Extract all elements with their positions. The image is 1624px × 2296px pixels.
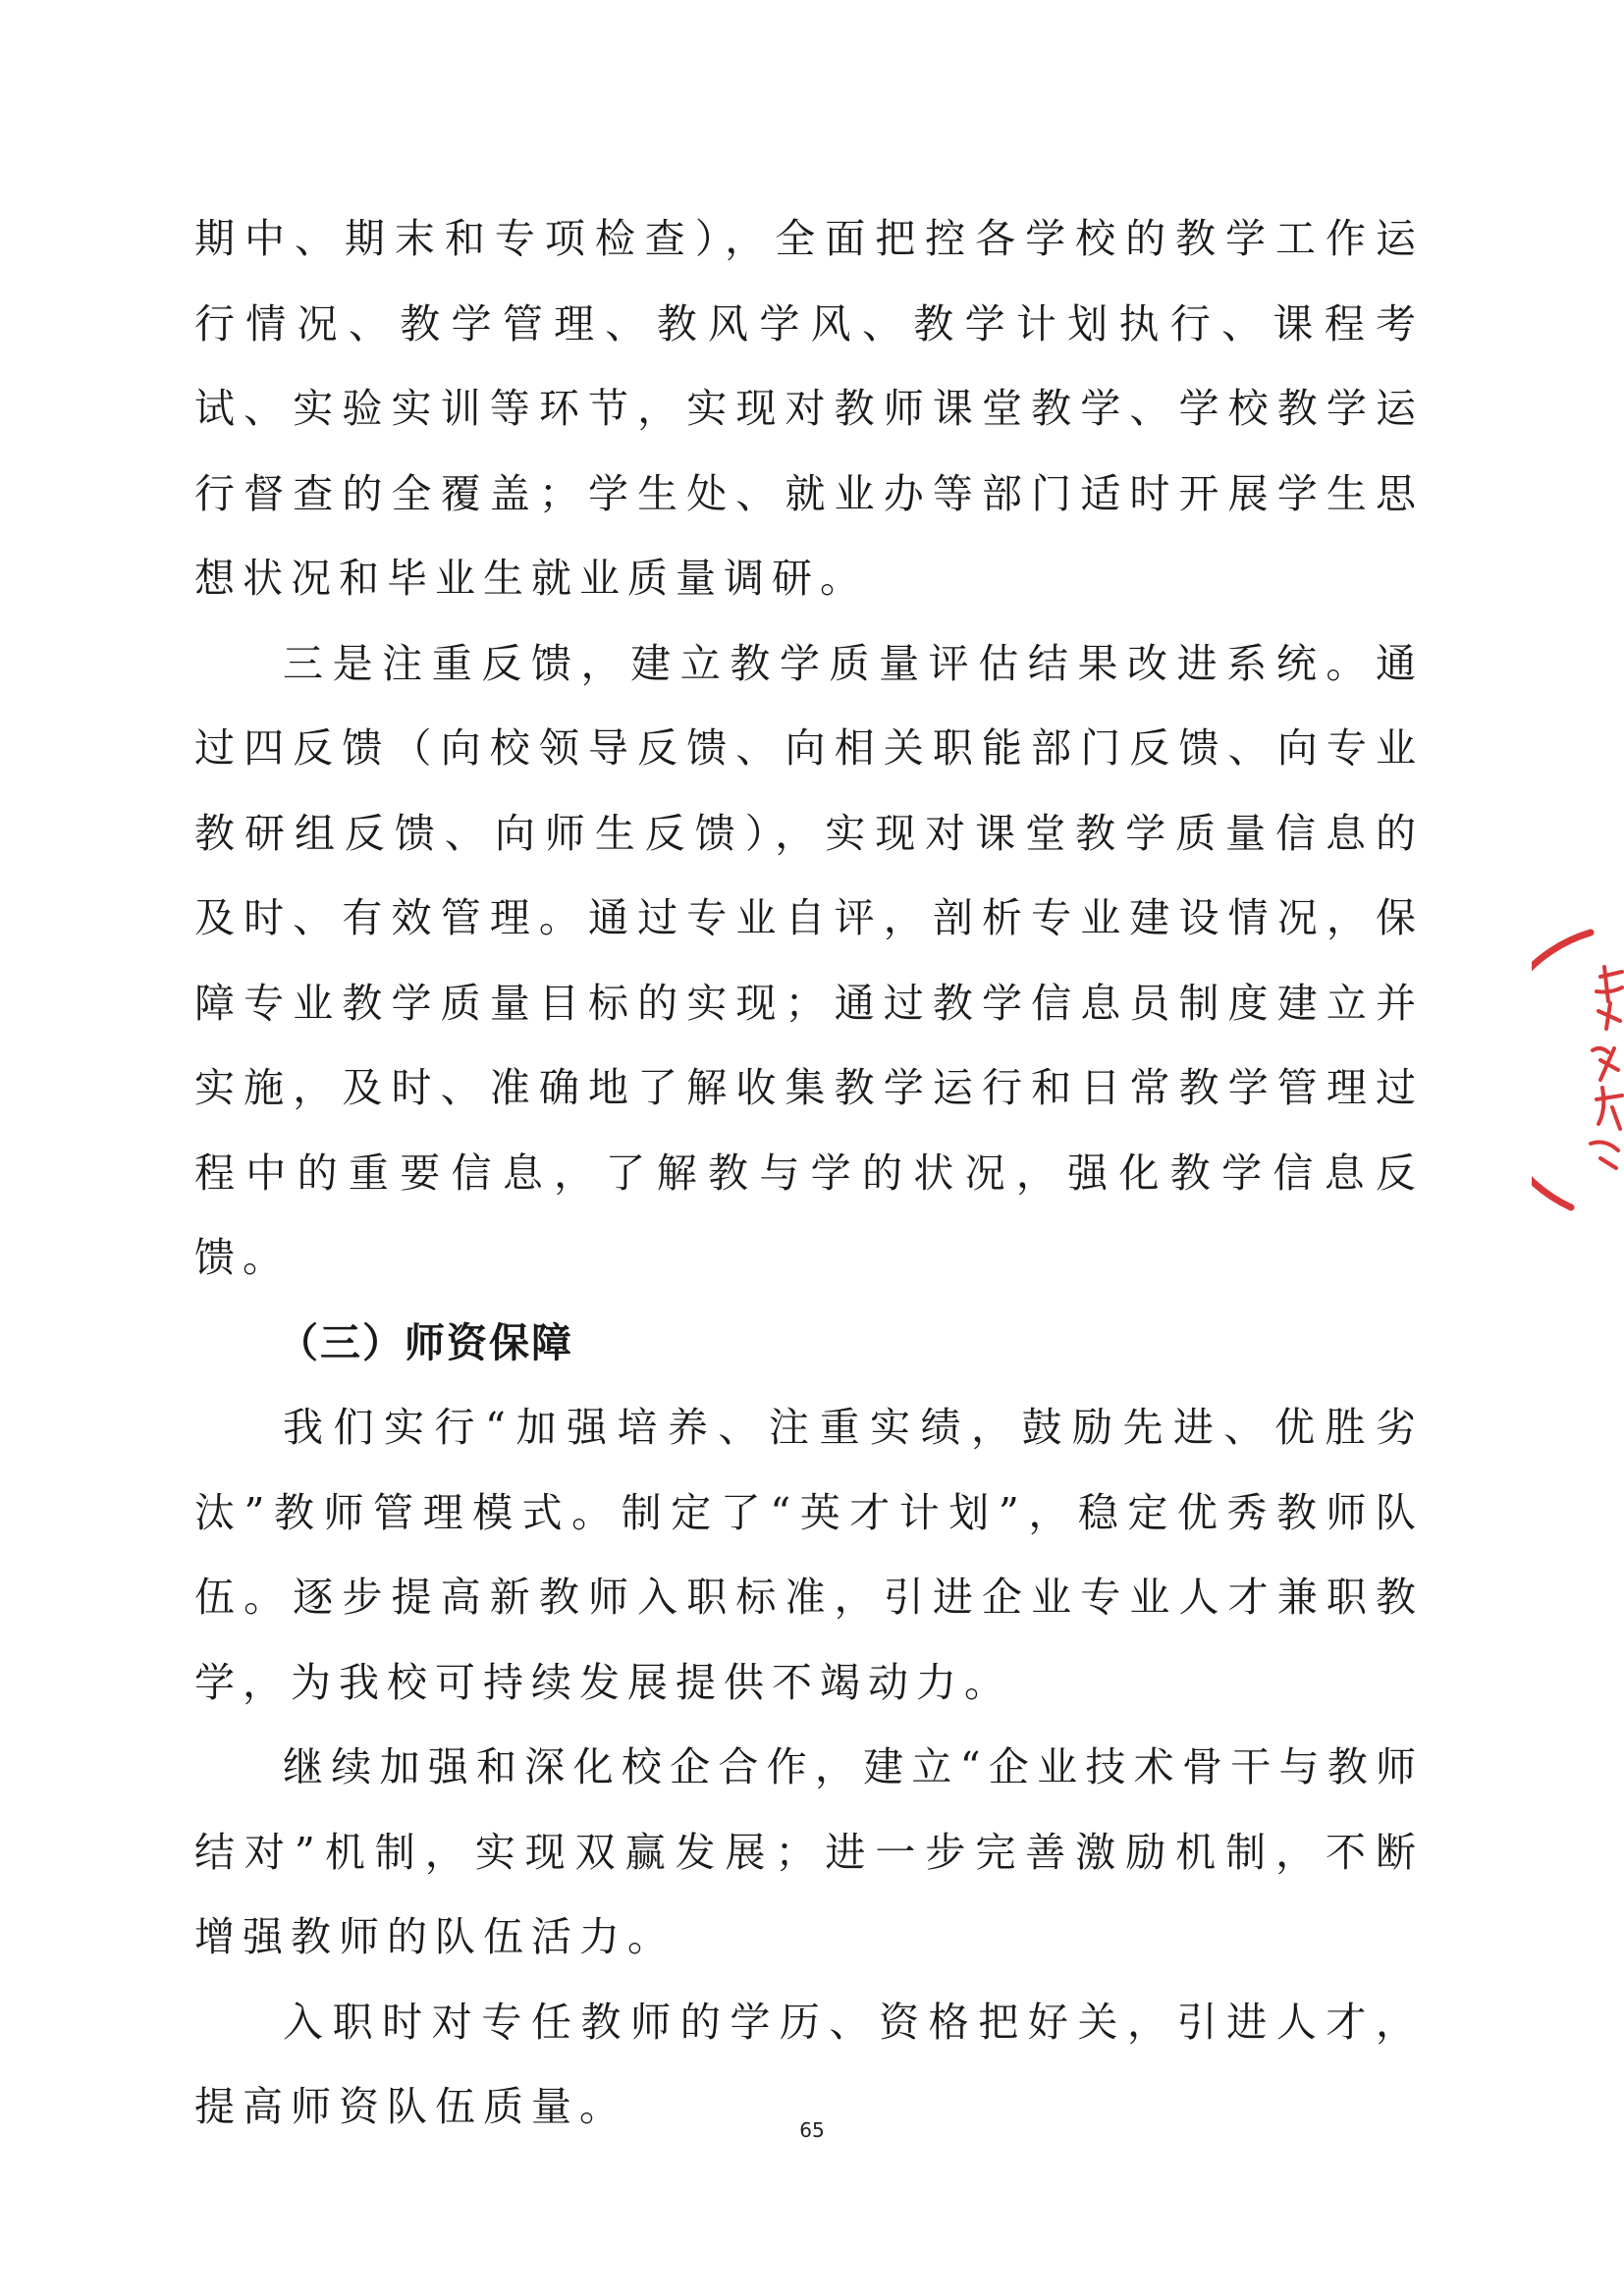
page-number: 65 [799, 2118, 825, 2142]
paragraph-5: 入职时对专任教师的学历、资格把好关，引进人才，提高师资队伍质量。 [194, 1998, 1424, 2130]
paragraph-1: 期中、期末和专项检查），全面把控各学校的教学工作运行情况、教学管理、教风学风、教学计划执行、课程考试、实验实训等环节，实现对教师课堂教学、学校教学运行督查的全覆盖；学生处、就业办等部门适时开展学生思想状况和毕业生就业质量调研。 [194, 215, 1424, 602]
paragraph-4: 继续加强和深化校企合作，建立“企业技术骨干与教师结对”机制，实现双赢发展；进一步完善激励机制，不断增强教师的队伍活力。 [194, 1743, 1424, 1960]
section-heading: （三）师资保障 [278, 1318, 573, 1366]
body-text [194, 196, 1424, 2150]
seal-stamp-icon [1532, 923, 1624, 1217]
paragraph-2: 三是注重反馈，建立教学质量评估结果改进系统。通过四反馈（向校领导反馈、向相关职能部门反馈、向专业教研组反馈、向师生反馈），实现对课堂教学质量信息的及时、有效管理。通过专业自评，剖析专业建设情况，保障专业教学质量目标的实现；通过教学信息员制度建立并实施，及时、准确地了解收集教学运行和日常教学管理过程中的重要信息，了解教与学的状况，强化教学信息反馈。 [194, 639, 1424, 1281]
paragraph-3: 我们实行“加强培养、注重实绩，鼓励先进、优胜劣汰”教师管理模式。制定了“英才计划”，稳定优秀教师队伍。逐步提高新教师入职标准，引进企业专业人才兼职教学，为我校可持续发展提供不竭动力。 [194, 1404, 1424, 1706]
